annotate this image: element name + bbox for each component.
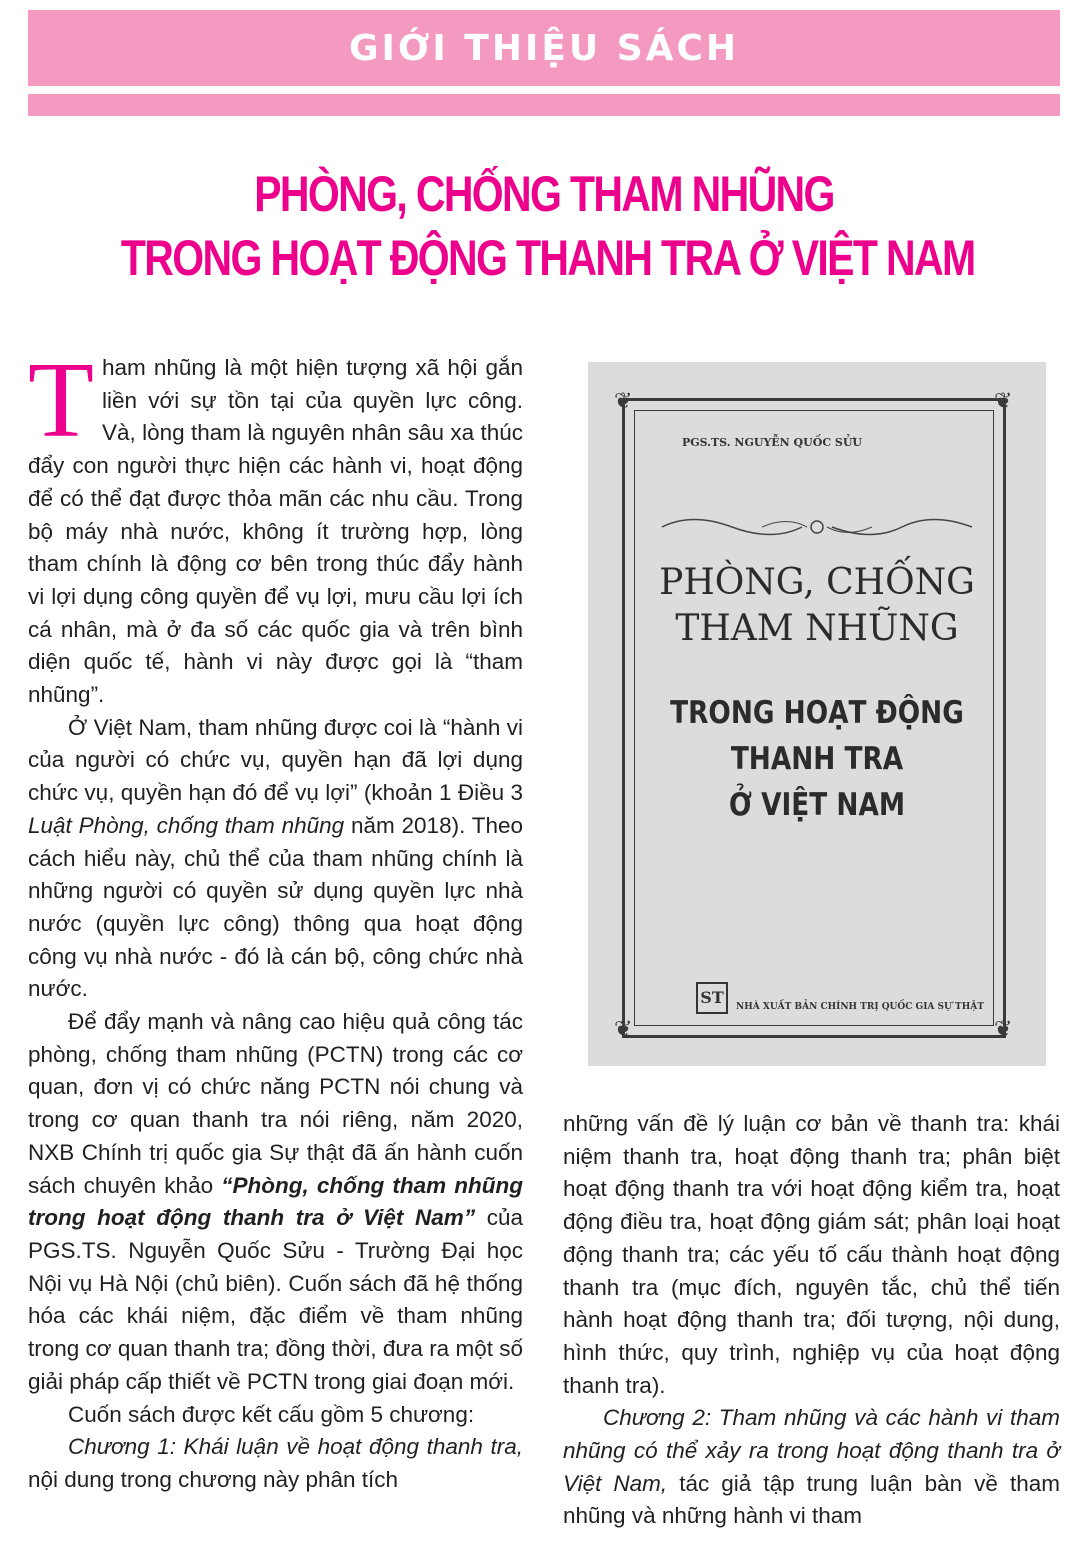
paragraph-5	[28, 1431, 523, 1496]
paragraph-6: những vấn đề lý luận cơ bản về thanh tra: khái niệm thanh tra, hoạt động thanh tra; phân biệt hoạt động thanh tra với hoạt động kiểm tra, hoạt động điều tra, hoạt động giám sát; phân loại hoạt động thanh tra; các yếu tố cấu thành hoạt động thanh tra (mục đích, nguyên tắc, chủ thể tiến hành hoạt động thanh tra; đối tượng, nội dung, hình thức, quy trình, nghiệp vụ của hoạt động thanh tra).	[563, 1111, 1060, 1398]
publisher-logo: ST	[696, 982, 728, 1014]
section-title: GIỚI THIỆU SÁCH	[348, 27, 740, 69]
paragraph-3	[28, 1006, 523, 1398]
chapter-2-title: Chương 2: Tham nhũng và các hành vi tham nhũng có thể xảy ra trong hoạt động thanh tra ở Việt Nam,	[563, 1405, 1060, 1496]
ornament-divider-icon	[652, 512, 982, 542]
cover-subtitle	[622, 690, 1011, 828]
book-title: “Phòng, chống tham nhũng trong hoạt động thanh tra ở Việt Nam”	[28, 1172, 524, 1231]
section-banner	[28, 10, 1060, 86]
left-column	[28, 341, 524, 1497]
cover-subtitle-line-3: Ở VIỆT NAM	[728, 787, 906, 823]
cover-subtitle-line-2: THANH TRA	[730, 741, 904, 777]
paragraph-5-text: nội dung trong chương này phân tích	[28, 1466, 399, 1492]
ornament-corner-icon: ❦	[994, 1016, 1013, 1041]
cover-title-line-2: THAM NHŨNG	[675, 608, 959, 649]
cover-author: PGS.TS. NGUYỄN QUỐC SỬU	[681, 436, 863, 449]
article-headline	[120, 162, 975, 290]
headline-line-2: TRONG HOẠT ĐỘNG THANH TRA Ở VIỆT NAM	[120, 230, 975, 286]
paragraph-1-text: ham nhũng là một hiện tượng xã hội gắn liền với sự tồn tại của quyền lực công. Và, lòng tham là nguyên nhân sâu xa thúc đẩy con người thực hiện các hành vi, hoạt động để có thể đạt được thỏa mãn các nhu cầu. Trong bộ máy nhà nước, không ít trường hợp, lòng tham chính là động cơ bên trong thúc đẩy hành vi lợi dụng công quyền để vụ lợi, mưu cầu lợi ích cá nhân, mà ở đa số các quốc gia và trên bình diện quốc tế, hành vi này được gọi là “tham nhũng”.	[28, 355, 523, 708]
book-cover-image	[588, 362, 1046, 1066]
cover-subtitle-line-1: TRONG HOẠT ĐỘNG	[670, 695, 964, 731]
paragraph-7	[563, 1402, 1060, 1533]
paragraph-1	[28, 341, 523, 712]
ornament-corner-icon: ❦	[614, 388, 633, 413]
law-name: Luật Phòng, chống tham nhũng	[28, 812, 345, 838]
cover-title	[588, 560, 1046, 652]
drop-cap: T	[28, 341, 94, 460]
paragraph-7-text: tác giả tập trung luận bàn về tham nhũng và những hành vi tham	[563, 1470, 1060, 1529]
paragraph-2-text-b: năm 2018). Theo cách hiểu này, chủ thể của tham nhũng chính là những người có quyền sử dụng quyền lực nhà nước (quyền lực công) thông qua hoạt động công vụ nhà nước - đó là cán bộ, công chức nhà nước.	[28, 812, 523, 1002]
chapter-1-title: Chương 1: Khái luận về hoạt động thanh tra,	[68, 1434, 523, 1460]
ornament-corner-icon: ❦	[994, 388, 1013, 413]
ornament-corner-icon: ❦	[614, 1016, 633, 1041]
cover-publisher: NHÀ XUẤT BẢN CHÍNH TRỊ QUỐC GIA SỰ THẬT	[736, 1002, 984, 1012]
paragraph-4: Cuốn sách được kết cấu gồm 5 chương:	[68, 1401, 475, 1427]
right-column	[563, 1108, 1060, 1533]
cover-title-line-1: PHÒNG, CHỐNG	[659, 562, 975, 603]
paragraph-3-text-a: Để đẩy mạnh và nâng cao hiệu quả công tác phòng, chống tham nhũng (PCTN) trong các cơ quan, đơn vị có chức năng PCTN nói chung và trong cơ quan thanh tra nói riêng, năm 2020, NXB Chính trị quốc gia Sự thật đã ấn hành cuốn sách chuyên khảo	[28, 1009, 523, 1198]
paragraph-3-text-b: của PGS.TS. Nguyễn Quốc Sửu - Trường Đại học Nội vụ Hà Nội (chủ biên). Cuốn sách đã hệ thống hóa các khái niệm, đặc điểm về tham nhũng trong cơ quan thanh tra; đồng thời, đưa ra một số giải pháp cấp thiết về PCTN trong giai đoạn mới.	[28, 1205, 524, 1394]
headline-line-1: PHÒNG, CHỐNG THAM NHŨNG	[254, 166, 834, 222]
banner-rule	[28, 94, 1060, 116]
paragraph-2	[28, 712, 523, 1006]
paragraph-2-text-a: Ở Việt Nam, tham nhũng được coi là “hành vi của người có chức vụ, quyền hạn đã lợi dụng chức vụ, quyền hạn đó để vụ lợi” (khoản 1 Điều 3	[28, 714, 523, 806]
